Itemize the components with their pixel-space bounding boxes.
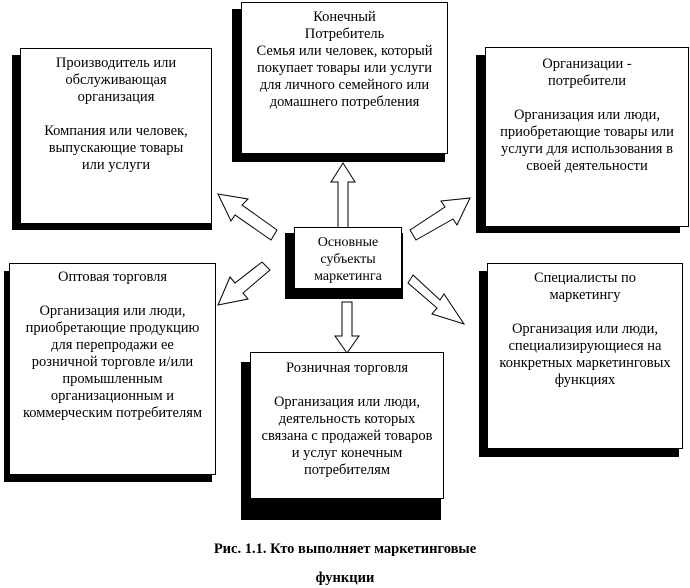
arrow-down-left <box>218 262 270 305</box>
producer-desc: Компания или человек, выпускающие товары или услуги <box>44 123 188 173</box>
wholesale-desc: Организация или люди, приобретающие продукцию для перепродажи ее розничной торговле и/или промышленным организационным и коммерческим потребителям <box>22 303 203 421</box>
figure-caption-line2: функции <box>315 570 375 586</box>
consumer-title: Конечный Потребитель <box>304 9 385 42</box>
arrow-up-left <box>218 194 277 240</box>
producer-title: Производитель или обслуживающая организация <box>55 55 177 105</box>
organizations-desc: Организация или люди, приобретающие товары или услуги для использования в своей деятельности <box>500 107 674 174</box>
arrow-up <box>331 163 355 228</box>
arrow-down <box>335 302 359 353</box>
center-label: Основные субъекты маркетинга <box>314 235 382 284</box>
wholesale-title: Оптовая торговля <box>57 269 168 285</box>
figure-caption: Рис. 1.1. Кто выполняет маркетинговые <box>213 541 477 557</box>
specialists-title: Специалисты по маркетингу <box>533 270 637 303</box>
arrow-up-right <box>410 198 470 240</box>
organizations-title: Организации - потребители <box>542 56 632 89</box>
consumer-desc: Семья или человек, который покупает товары или услуги для личного семейного или домашнего потребления <box>256 43 433 110</box>
arrow-down-right <box>408 275 464 324</box>
specialists-desc: Организация или люди, специализирующиеся на конкретных маркетинговых функциях <box>499 321 671 388</box>
retail-desc: Организация или люди, деятельность которых связана с продажей товаров и услуг конечным потребителям <box>261 394 433 478</box>
retail-title: Розничная торговля <box>285 360 409 376</box>
